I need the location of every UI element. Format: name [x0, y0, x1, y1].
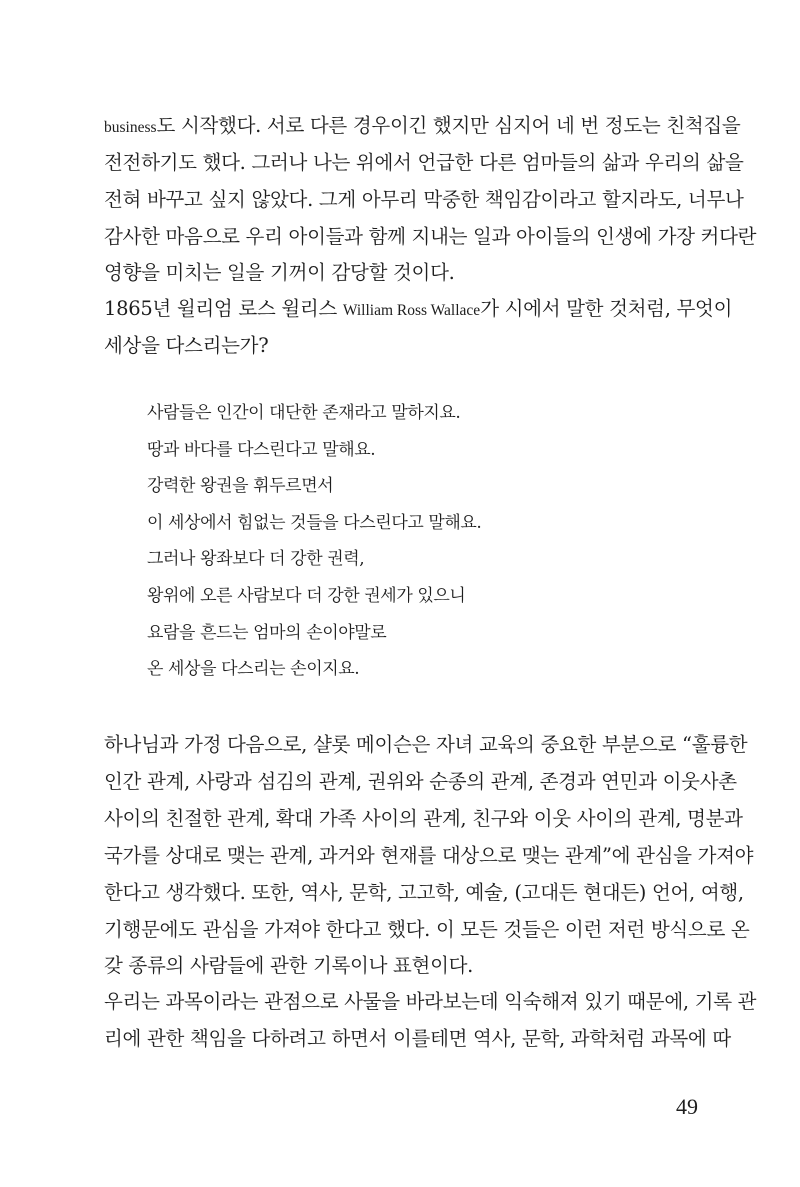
paragraph-2-line-1 — [104, 296, 733, 324]
english-word-business: business — [104, 119, 157, 136]
page-number: 49 — [676, 1094, 698, 1119]
poem-line-5: 그러나 왕좌보다 더 강한 권력, — [147, 549, 365, 569]
paragraph-4-line-2: 리에 관한 책임을 다하려고 하면서 이를테면 역사, 문학, 과학처럼 과목에 따 — [104, 1027, 731, 1050]
paragraph-3-line-2: 인간 관계, 사랑과 섬김의 관계, 권위와 순종의 관계, 존경과 연민과 이웃사촌 — [104, 770, 737, 793]
poem-line-6: 왕위에 오른 사람보다 더 강한 권세가 있으니 — [147, 586, 466, 606]
poem-line-4: 이 세상에서 힘없는 것들을 다스린다고 말해요. — [147, 513, 482, 533]
paragraph-2-line-1-part-2: 가 시에서 말한 것처럼, 무엇이 — [480, 297, 733, 320]
paragraph-1-line-1-text: 도 시작했다. 서로 다른 경우이긴 했지만 심지어 네 번 정도는 친척집을 — [156, 114, 741, 137]
paragraph-2-line-1-part-1: 1865년 윌리엄 로스 윌리스 — [104, 297, 343, 320]
poem-line-1: 사람들은 인간이 대단한 존재라고 말하지요. — [147, 403, 461, 423]
paragraph-3-line-4: 국가를 상대로 맺는 관계, 과거와 현재를 대상으로 맺는 관계”에 관심을 가져야 — [104, 844, 754, 867]
paragraph-3-line-5: 한다고 생각했다. 또한, 역사, 문학, 고고학, 예술, (고대든 현대든) 언어, 여행, — [104, 881, 744, 904]
paragraph-3-line-7: 갖 종류의 사람들에 관한 기록이나 표현이다. — [104, 954, 474, 977]
paragraph-1-line-4: 감사한 마음으로 우리 아이들과 함께 지내는 일과 아이들의 인생에 가장 커다란 — [104, 225, 757, 248]
poem-line-7: 요람을 흔드는 엄마의 손이야말로 — [147, 623, 387, 643]
paragraph-1-line-3: 전혀 바꾸고 싶지 않았다. 그게 아무리 막중한 책임감이라고 할지라도, 너무나 — [104, 188, 744, 211]
paragraph-1-line-5: 영향을 미치는 일을 기꺼이 감당할 것이다. — [104, 261, 455, 284]
poem-line-3: 강력한 왕권을 휘두르면서 — [147, 476, 334, 496]
poem-line-2: 땅과 바다를 다스린다고 말해요. — [147, 440, 376, 460]
paragraph-3-line-1: 하나님과 가정 다음으로, 샬롯 메이슨은 자녀 교육의 중요한 부분으로 “훌륭한 — [104, 733, 748, 756]
paragraph-3-line-6: 기행문에도 관심을 가져야 한다고 했다. 이 모든 것들은 이런 저런 방식으로 온 — [104, 918, 750, 941]
paragraph-1-line-1 — [104, 113, 741, 141]
english-name-william-ross-wallace: William Ross Wallace — [342, 302, 481, 319]
paragraph-2-line-2: 세상을 다스리는가? — [104, 334, 269, 357]
poem-line-8: 온 세상을 다스리는 손이지요. — [147, 659, 360, 679]
paragraph-1-line-2: 전전하기도 했다. 그러나 나는 위에서 언급한 다른 엄마들의 삶과 우리의 삶을 — [104, 151, 744, 174]
paragraph-4-line-1: 우리는 과목이라는 관점으로 사물을 바라보는데 익숙해져 있기 때문에, 기록 관 — [104, 990, 757, 1013]
paragraph-3-line-3: 사이의 친절한 관계, 확대 가족 사이의 관계, 친구와 이웃 사이의 관계, 명분과 — [104, 807, 743, 830]
